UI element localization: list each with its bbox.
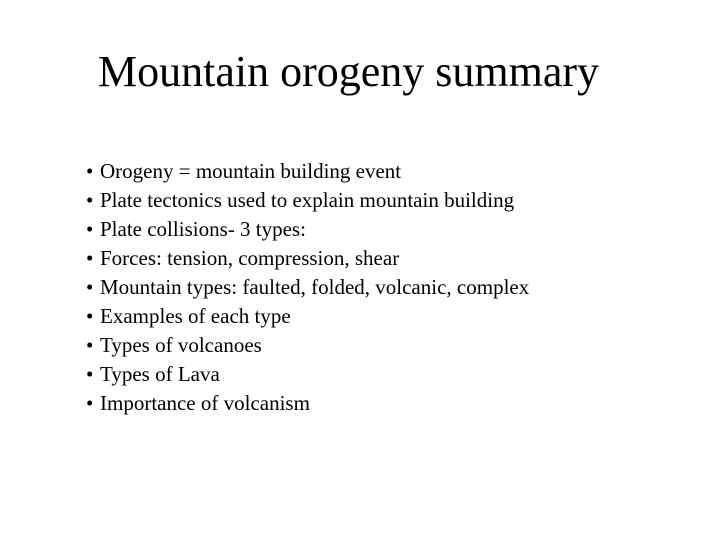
bullet-text: Types of volcanoes	[100, 333, 262, 357]
bullet-text: Plate collisions- 3 types:	[100, 217, 306, 241]
bullet-icon: •	[86, 391, 94, 415]
bullet-text: Mountain types: faulted, folded, volcanic, complex	[100, 275, 530, 299]
bullet-icon: •	[86, 304, 94, 328]
bullet-item	[86, 331, 529, 360]
bullet-text: Importance of volcanism	[100, 391, 310, 415]
bullet-text: Forces: tension, compression, shear	[100, 246, 400, 270]
bullet-text: Examples of each type	[100, 304, 291, 328]
bullet-icon: •	[86, 159, 94, 183]
bullet-text: Orogeny = mountain building event	[100, 159, 402, 183]
bullet-icon: •	[86, 217, 94, 241]
bullet-item	[86, 157, 529, 186]
bullet-item	[86, 302, 529, 331]
bullet-icon: •	[86, 362, 94, 386]
bullet-icon: •	[86, 246, 94, 270]
bullet-item	[86, 389, 529, 418]
bullet-icon: •	[86, 333, 94, 357]
bullet-list	[86, 157, 529, 418]
bullet-item	[86, 360, 529, 389]
bullet-item	[86, 215, 529, 244]
slide-title: Mountain orogeny summary	[98, 47, 600, 96]
bullet-item	[86, 273, 529, 302]
bullet-text: Types of Lava	[100, 362, 220, 386]
bullet-icon: •	[86, 275, 94, 299]
bullet-icon: •	[86, 188, 94, 212]
bullet-item	[86, 186, 529, 215]
bullet-text: Plate tectonics used to explain mountain building	[100, 188, 515, 212]
bullet-item	[86, 244, 529, 273]
